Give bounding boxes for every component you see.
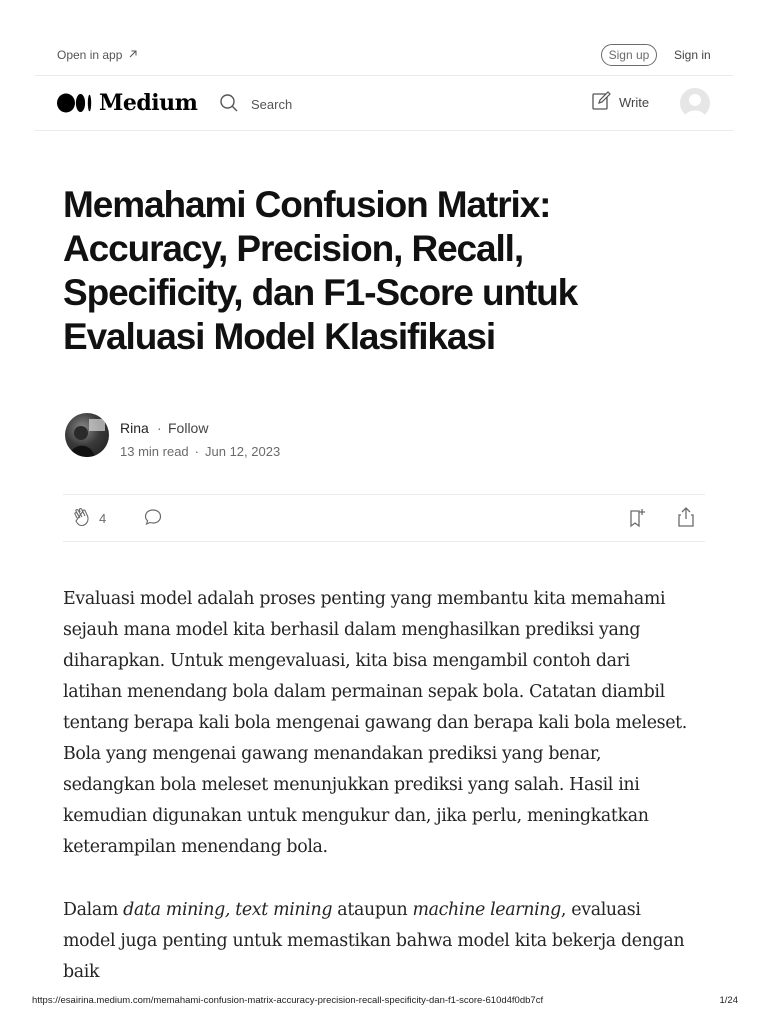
print-url: https://esairina.medium.com/memahami-confusion-matrix-accuracy-precision-recall-specificity-dan-f1-score-610d4f0db7cf (32, 995, 544, 1006)
search-box[interactable] (219, 93, 292, 116)
clap-icon (71, 506, 93, 531)
share-button[interactable] (675, 506, 697, 533)
article-actions (63, 495, 705, 541)
p2-text-3: , evaluasi model juga penting untuk memastikan bahwa model kita bekerja dengan baik (63, 900, 685, 982)
page-number: 1/24 (719, 995, 738, 1006)
author-name[interactable]: Rina (120, 420, 149, 436)
nav-divider (35, 130, 733, 131)
medium-logo[interactable] (57, 90, 197, 116)
author-photo (65, 413, 109, 457)
write-button[interactable] (591, 91, 649, 114)
read-time: 13 min read (120, 444, 189, 459)
publish-date: Jun 12, 2023 (205, 444, 281, 459)
bookmark-add-icon (626, 507, 648, 529)
author-avatar[interactable] (65, 413, 109, 457)
medium-wordmark: Medium (99, 90, 198, 116)
medium-logo-icon (57, 93, 93, 113)
article-body (63, 584, 693, 1020)
write-label: Write (619, 95, 650, 110)
top-divider (35, 75, 733, 76)
body-paragraph-1: Evaluasi model adalah proses penting yang membantu kita memahami sejauh mana model kita berhasil dalam menghasilkan prediksi yang diharapkan. Untuk mengevaluasi, kita bisa mengambil contoh dari latihan menendang bola dalam permainan sepak bola. Catatan diambil tentang berapa kali bola mengenai gawang dan berapa kali bola meleset. Bola yang mengenai gawang menandakan prediksi yang benar, sedangkan bola meleset menunjukkan prediksi yang salah. Hasil ini kemudian digunakan untuk mengukur dan, jika perlu, meningkatkan keterampilan menendang bola. (63, 589, 687, 857)
user-silhouette-icon (680, 88, 710, 118)
open-in-app-link[interactable] (57, 48, 138, 62)
article-meta (120, 444, 280, 459)
comment-icon (143, 507, 163, 527)
meta-separator: · (194, 444, 199, 459)
write-icon (591, 91, 611, 114)
search-icon (219, 93, 239, 116)
actions-bottom-divider (63, 541, 705, 542)
dot-separator: · (157, 420, 162, 436)
p2-italic-1: data mining, text mining (123, 900, 333, 920)
clap-button[interactable] (71, 506, 106, 531)
share-icon (675, 506, 697, 528)
sign-in-link[interactable]: Sign in (674, 48, 711, 62)
external-arrow-icon (128, 48, 138, 62)
top-bar (57, 44, 712, 68)
body-paragraph-2 (63, 895, 693, 988)
clap-count: 4 (99, 511, 107, 526)
user-avatar[interactable] (680, 88, 710, 118)
search-placeholder: Search (251, 97, 293, 112)
save-button[interactable] (626, 507, 648, 534)
sign-up-button[interactable]: Sign up (601, 44, 657, 66)
author-byline (65, 413, 465, 459)
p2-text-2: ataupun (332, 900, 413, 920)
comment-button[interactable] (143, 507, 163, 532)
p2-text-1: Dalam (63, 900, 124, 920)
article-title: Memahami Confusion Matrix: Accuracy, Precision, Recall, Specificity, dan F1-Score untuk Evaluasi Model Klasifikasi (63, 184, 578, 357)
open-in-app-label: Open in app (57, 48, 123, 62)
p2-italic-2: machine learning (412, 900, 561, 920)
follow-link[interactable]: Follow (168, 420, 209, 436)
main-nav (57, 84, 712, 124)
